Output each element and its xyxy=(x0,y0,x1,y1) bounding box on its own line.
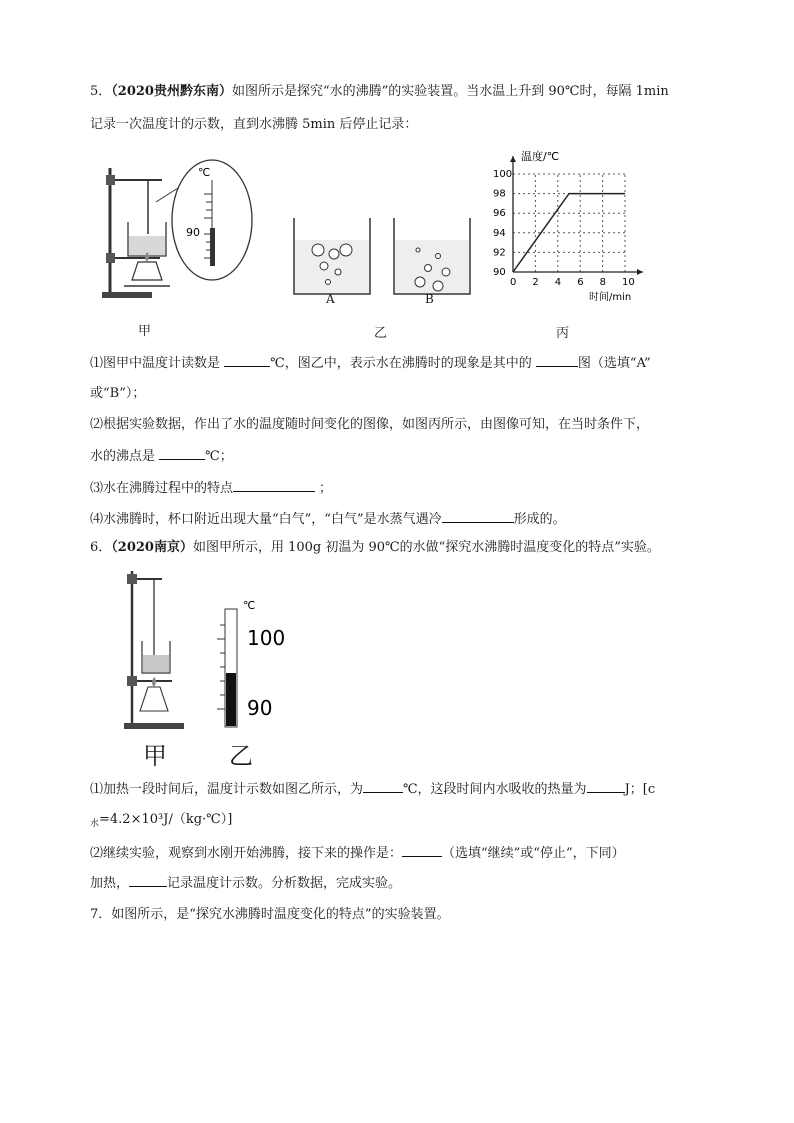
q6-part1-subscript: 水 xyxy=(90,819,100,829)
q5-part4-text-a: ⑷水沸腾时，杯口附近出现大量“白气”，“白气”是水蒸气遇冷 xyxy=(90,512,442,527)
q6-figure-jia xyxy=(120,565,190,735)
q5-part1-line xyxy=(90,352,651,374)
q5-intro-line-1 xyxy=(90,82,669,102)
q6-part2-line-2 xyxy=(90,872,401,894)
q5-part1-text-d: 或“B”）； xyxy=(90,386,146,401)
q5-part3-line xyxy=(90,477,332,499)
q5-part1-text-b: ℃，图乙中，表示水在沸腾时的现象是其中的 xyxy=(270,356,532,371)
q5-part1-line-2 xyxy=(90,384,145,404)
q5-part4-blank[interactable] xyxy=(442,508,514,523)
q5-part2-line-2 xyxy=(90,445,233,467)
chart-x-label: 时间/min xyxy=(589,292,632,303)
chart-x-tick-label: 8 xyxy=(599,277,606,288)
q5-beaker-a-label: A xyxy=(326,292,335,306)
q5-part2-text-a: ⑵根据实验数据，作出了水的温度随时间变化的图像，如图丙所示，由图像可知，在当时条件下， xyxy=(90,417,650,432)
q6-caption-yi: 乙 xyxy=(229,742,253,770)
q7-text: 7．如图所示，是“探究水沸腾时温度变化的特点”的实验装置。 xyxy=(90,907,450,922)
chart-y-tick-label: 100 xyxy=(493,169,513,180)
q6-part2-text-d: 记录温度计示数。分析数据，完成实验。 xyxy=(167,876,402,891)
q5-caption-bing: 丙 xyxy=(556,326,570,341)
q6-part2-text-b: （选填“继续”或“停止”，下同） xyxy=(442,846,625,861)
chart-x-tick-label: 10 xyxy=(622,277,635,288)
x-axis-arrow-icon xyxy=(637,269,643,275)
q5-part2-blank[interactable] xyxy=(159,445,205,460)
q6-thermo-unit: ℃ xyxy=(243,599,256,612)
y-axis-arrow-icon xyxy=(510,156,516,162)
q5-intro-1: 如图所示是探究“水的沸腾”的实验装置。当水温上升到 90℃时，每隔 1min xyxy=(231,84,669,99)
q6-part1-text-b: ℃，这段时间内水吸收的热量为 xyxy=(403,782,587,797)
q6-part1-text-e: =4.2×10³J/（kg·℃）] xyxy=(99,812,233,827)
q5-part1-blank-1[interactable] xyxy=(224,352,270,367)
chart-x-tick-label: 4 xyxy=(554,277,562,288)
q5-caption-jia: 甲 xyxy=(138,324,152,339)
q5-part2-line xyxy=(90,415,649,435)
q5-part2-text-b: 水的沸点是 xyxy=(90,449,156,464)
q5-part3-blank[interactable] xyxy=(233,477,315,492)
q5-part4-text-b: 形成的。 xyxy=(513,512,566,527)
chart-y-tick-label: 98 xyxy=(493,188,506,200)
q6-source: （2020南京） xyxy=(111,540,193,555)
q6-part1-line xyxy=(90,778,655,800)
q5-part1-text-a: ⑴图甲中温度计读数是 xyxy=(90,356,221,371)
q5-figure-yi xyxy=(288,210,478,310)
q5-part1-text-c: 图（选填“A” xyxy=(577,356,651,371)
q5-caption-yi: 乙 xyxy=(374,326,388,341)
q6-intro-line xyxy=(90,538,660,558)
q6-part1-text-c: J；[c xyxy=(624,782,656,797)
q5-thermo-mark: 90 xyxy=(186,226,200,239)
chart-y-tick-label: 96 xyxy=(493,208,506,220)
q6-part2-line xyxy=(90,842,625,864)
chart-grid xyxy=(513,174,625,272)
q6-part1-text-a: ⑴加热一段时间后，温度计示数如图乙所示，为 xyxy=(90,782,364,797)
chart-x-tick-label: 2 xyxy=(532,277,539,288)
q5-intro-2: 记录一次温度计的示数，直到水沸腾 5min 后停止记录： xyxy=(90,117,418,132)
q5-part4-line xyxy=(90,508,566,530)
chart-x-tick-label: 6 xyxy=(577,277,584,288)
q5-part1-blank-2[interactable] xyxy=(536,352,578,367)
q5-beaker-b-label: B xyxy=(425,292,434,306)
chart-y-label: 温度/℃ xyxy=(521,150,560,163)
q6-part1-blank-2[interactable] xyxy=(587,778,625,793)
chart-y-tick-label: 90 xyxy=(493,267,506,278)
q5-part2-text-c: ℃； xyxy=(205,449,233,464)
q6-caption-jia: 甲 xyxy=(143,742,167,770)
q6-part1-line-2 xyxy=(90,810,232,834)
chart-y-tick-label: 92 xyxy=(493,247,506,259)
q6-part1-blank-1[interactable] xyxy=(363,778,403,793)
q7-line xyxy=(90,905,450,925)
q6-number: 6． xyxy=(90,540,112,555)
q6-part2-text-a: ⑵继续实验，观察到水刚开始沸腾，接下来的操作是： xyxy=(90,846,403,861)
q6-part2-blank-1[interactable] xyxy=(402,842,442,857)
q6-intro: 如图甲所示，用 100g 初温为 90℃的水做“探究水沸腾时温度变化的特点”实验。 xyxy=(192,540,660,555)
q6-figure-yi-thermometer xyxy=(215,595,295,735)
q6-part2-text-c: 加热， xyxy=(90,876,130,891)
q5-thermo-unit: ℃ xyxy=(198,166,211,179)
q5-figure-jia xyxy=(100,158,260,303)
q5-figure-bing-chart xyxy=(485,148,655,308)
q5-part3-text-a: ⑶水在沸腾过程中的特点 xyxy=(90,481,234,496)
q5-number: 5． xyxy=(90,84,112,99)
chart-y-tick-label: 94 xyxy=(493,227,506,239)
q5-part3-text-b: ； xyxy=(319,481,333,496)
q6-part2-blank-2[interactable] xyxy=(129,872,167,887)
q6-thermo-mark-100: 100 xyxy=(247,626,286,650)
q5-source: （2020贵州黔东南） xyxy=(111,84,232,99)
chart-x-tick-label: 0 xyxy=(510,277,517,288)
q5-intro-line-2 xyxy=(90,115,417,135)
q6-thermo-mark-90: 90 xyxy=(247,696,273,720)
